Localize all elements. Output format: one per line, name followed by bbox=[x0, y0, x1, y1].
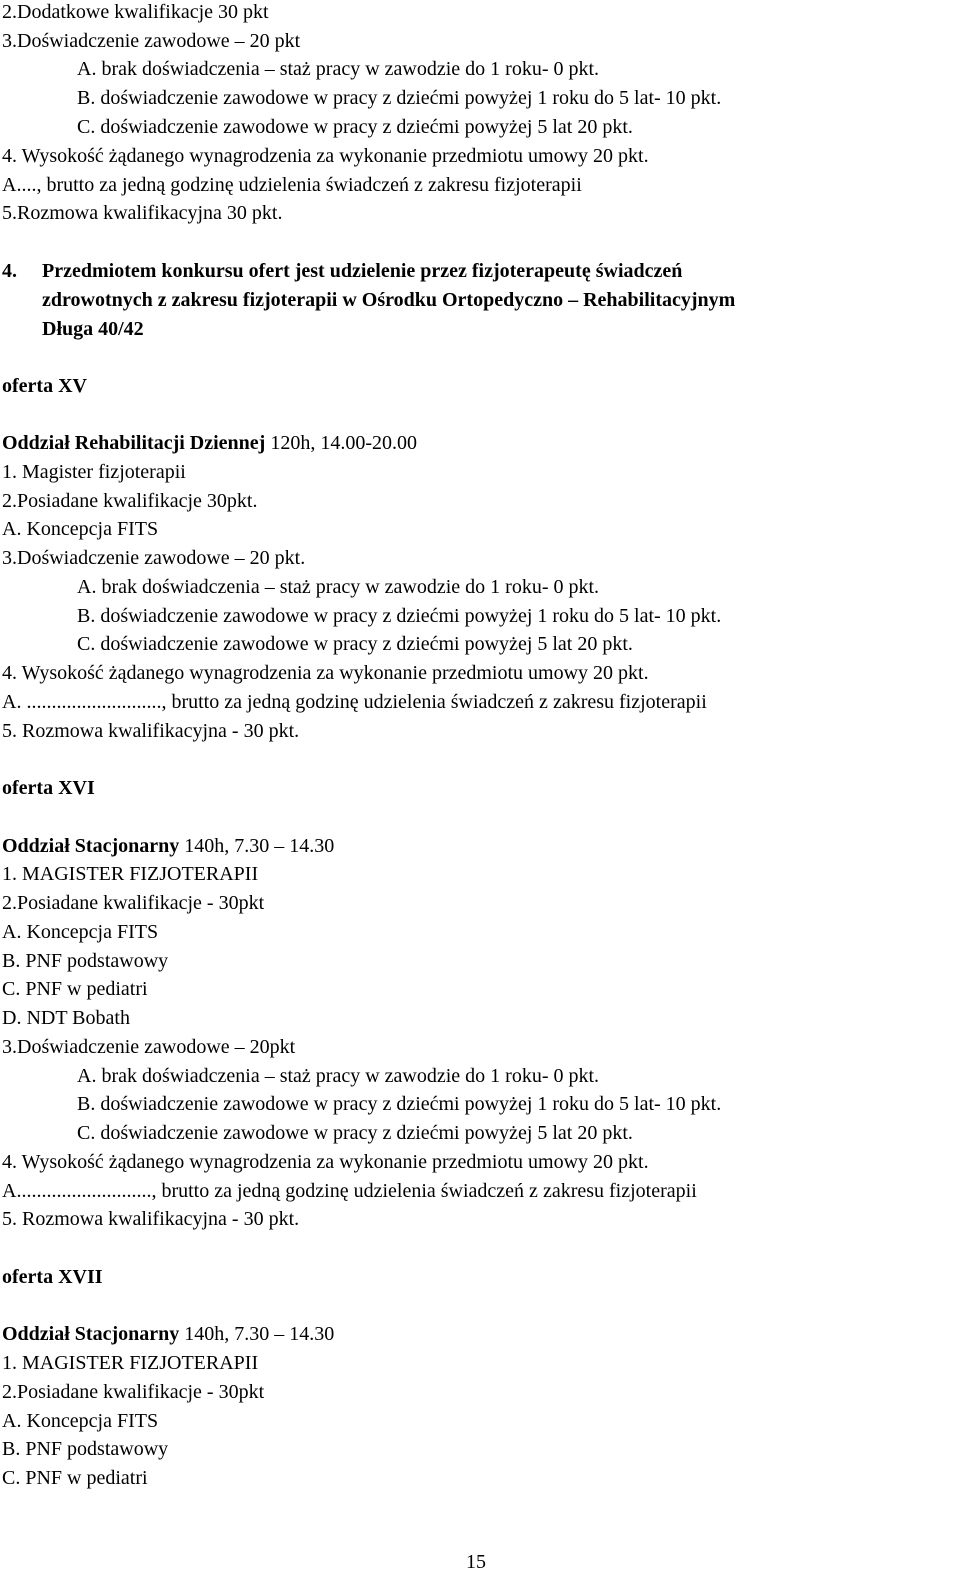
text-line: A. brak doświadczenia – staż pracy w zawodzie do 1 roku- 0 pkt. bbox=[77, 576, 600, 598]
text-line: B. doświadczenie zawodowe w pracy z dziećmi powyżej 1 roku do 5 lat- 10 pkt. bbox=[77, 1093, 722, 1115]
text-line: 3.Doświadczenie zawodowe – 20 pkt bbox=[2, 30, 301, 52]
department-line bbox=[2, 834, 334, 858]
offer-title: oferta XV bbox=[2, 375, 87, 397]
text-line: A. brak doświadczenia – staż pracy w zawodzie do 1 roku- 0 pkt. bbox=[77, 58, 600, 80]
text-line: 2.Posiadane kwalifikacje - 30pkt bbox=[2, 1381, 265, 1403]
text-line: 2.Posiadane kwalifikacje 30pkt. bbox=[2, 490, 258, 512]
subject-line: zdrowotnych z zakresu fizjoterapii w Ośrodku Ortopedyczno – Rehabilitacyjnym bbox=[42, 289, 736, 311]
text-line: A. ..........................., brutto za jedną godzinę udzielenia świadczeń z zakresu fizjoterapii bbox=[2, 691, 707, 713]
text-line: 4. Wysokość żądanego wynagrodzenia za wykonanie przedmiotu umowy 20 pkt. bbox=[2, 145, 649, 167]
text-line: 1. Magister fizjoterapii bbox=[2, 461, 186, 483]
text-line: C. PNF w pediatri bbox=[2, 1467, 148, 1489]
department-hours: 140h, 7.30 – 14.30 bbox=[179, 1323, 335, 1345]
department-line bbox=[2, 431, 417, 455]
text-line: B. PNF podstawowy bbox=[2, 1438, 169, 1460]
text-line: 3.Doświadczenie zawodowe – 20pkt bbox=[2, 1036, 296, 1058]
text-line: 1. MAGISTER FIZJOTERAPII bbox=[2, 863, 259, 885]
text-line: A. Koncepcja FITS bbox=[2, 1410, 159, 1432]
text-line: B. PNF podstawowy bbox=[2, 950, 169, 972]
text-line: 5. Rozmowa kwalifikacyjna - 30 pkt. bbox=[2, 1208, 300, 1230]
offer-title: oferta XVI bbox=[2, 777, 95, 799]
page-number: 15 bbox=[466, 1551, 486, 1573]
text-line: C. PNF w pediatri bbox=[2, 978, 148, 1000]
text-line: 2.Posiadane kwalifikacje - 30pkt bbox=[2, 892, 265, 914]
text-line: 4. Wysokość żądanego wynagrodzenia za wykonanie przedmiotu umowy 20 pkt. bbox=[2, 1151, 649, 1173]
text-line: 2.Dodatkowe kwalifikacje 30 pkt bbox=[2, 1, 269, 23]
text-line: 3.Doświadczenie zawodowe – 20 pkt. bbox=[2, 547, 306, 569]
department-hours: 120h, 14.00-20.00 bbox=[265, 432, 417, 454]
text-line: A. brak doświadczenia – staż pracy w zawodzie do 1 roku- 0 pkt. bbox=[77, 1065, 600, 1087]
text-line: A...., brutto za jedną godzinę udzielenia świadczeń z zakresu fizjoterapii bbox=[2, 174, 582, 196]
offer-title: oferta XVII bbox=[2, 1266, 103, 1288]
text-line: A. Koncepcja FITS bbox=[2, 518, 159, 540]
department-name: Oddział Stacjonarny bbox=[2, 835, 180, 857]
subject-line: Przedmiotem konkursu ofert jest udzielenie przez fizjoterapeutę świadczeń bbox=[42, 260, 683, 282]
subject-line: Długa 40/42 bbox=[42, 318, 144, 340]
department-name: Oddział Stacjonarny bbox=[2, 1323, 180, 1345]
text-line: A. Koncepcja FITS bbox=[2, 921, 159, 943]
text-line: C. doświadczenie zawodowe w pracy z dziećmi powyżej 5 lat 20 pkt. bbox=[77, 633, 633, 655]
text-line: B. doświadczenie zawodowe w pracy z dziećmi powyżej 1 roku do 5 lat- 10 pkt. bbox=[77, 605, 722, 627]
text-line: B. doświadczenie zawodowe w pracy z dziećmi powyżej 1 roku do 5 lat- 10 pkt. bbox=[77, 87, 722, 109]
text-line: C. doświadczenie zawodowe w pracy z dziećmi powyżej 5 lat 20 pkt. bbox=[77, 1122, 633, 1144]
department-hours: 140h, 7.30 – 14.30 bbox=[179, 835, 335, 857]
department-name: Oddział Rehabilitacji Dziennej bbox=[2, 432, 266, 454]
text-line: 4. Wysokość żądanego wynagrodzenia za wykonanie przedmiotu umowy 20 pkt. bbox=[2, 662, 649, 684]
text-line: D. NDT Bobath bbox=[2, 1007, 130, 1029]
text-line: C. doświadczenie zawodowe w pracy z dziećmi powyżej 5 lat 20 pkt. bbox=[77, 116, 633, 138]
text-line: 1. MAGISTER FIZJOTERAPII bbox=[2, 1352, 259, 1374]
department-line bbox=[2, 1322, 334, 1346]
text-line: 5. Rozmowa kwalifikacyjna - 30 pkt. bbox=[2, 720, 300, 742]
text-line: A..........................., brutto za jedną godzinę udzielenia świadczeń z zakresu fizjoterapii bbox=[2, 1180, 697, 1202]
subject-number: 4. bbox=[2, 260, 17, 282]
text-line: 5.Rozmowa kwalifikacyjna 30 pkt. bbox=[2, 202, 283, 224]
